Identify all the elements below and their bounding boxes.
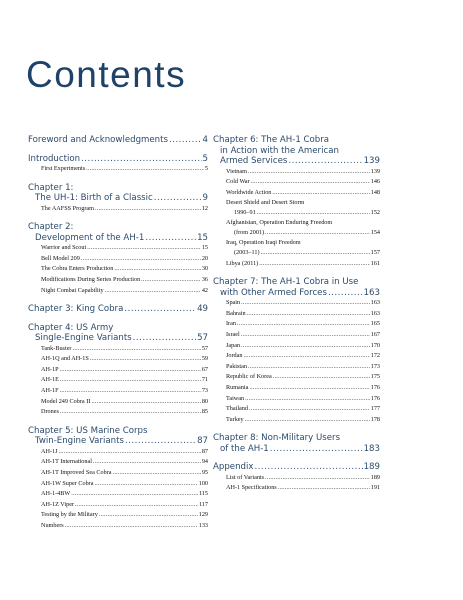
toc-entry-line xyxy=(226,188,380,199)
page-number: 5 xyxy=(204,165,208,172)
toc-section: Desert Shield and Desert Storm xyxy=(226,199,305,207)
toc-entry-line xyxy=(28,154,208,165)
dot-leader xyxy=(105,286,201,297)
entry-label: AH-1Z Viper xyxy=(41,500,75,508)
dot-leader xyxy=(244,351,370,362)
toc-entry-line xyxy=(41,344,208,355)
entry-label: Rumania xyxy=(226,383,249,391)
toc-section xyxy=(28,275,208,286)
entry-label: First Experiments xyxy=(41,165,86,172)
chapter-title-line: Chapter 6: The AH-1 Cobra xyxy=(213,135,330,145)
entry-label: (from 2001) xyxy=(234,228,265,236)
toc-entry-line xyxy=(41,365,208,376)
toc-entry-line xyxy=(41,164,208,175)
toc-entry-line xyxy=(41,264,208,275)
toc-section xyxy=(28,243,208,254)
toc-section xyxy=(28,164,208,175)
toc-entry-line xyxy=(213,156,380,167)
toc-entry-line xyxy=(226,362,380,373)
toc-entry-line xyxy=(226,404,380,415)
entry-label: Jordan xyxy=(226,352,243,360)
dot-leader xyxy=(328,288,363,299)
toc-entry-line xyxy=(234,228,380,239)
toc-section xyxy=(213,188,380,199)
chapter-title-line: Chapter 4: US Army xyxy=(28,322,114,333)
dot-leader xyxy=(71,489,198,500)
entry-label: Armed Services xyxy=(220,156,288,166)
dot-leader xyxy=(60,365,201,376)
toc-chapter xyxy=(213,433,380,454)
toc-entry-line xyxy=(41,354,208,365)
page-number: 57 xyxy=(201,344,208,352)
toc-section xyxy=(28,375,208,386)
entry-label: AH-1E xyxy=(41,376,59,384)
toc-chapter xyxy=(213,135,380,167)
toc-entry-line xyxy=(226,383,380,394)
toc-section-continued xyxy=(213,228,380,239)
page-number: 167 xyxy=(370,330,380,338)
dot-leader xyxy=(278,483,370,494)
entry-label: Libya (2011) xyxy=(226,259,259,267)
chapter-title-line: Chapter 7: The AH-1 Cobra in Use xyxy=(213,277,359,288)
dot-leader xyxy=(125,436,196,447)
page-number: 161 xyxy=(370,259,380,267)
page-number: 9 xyxy=(202,193,208,204)
entry-label: Iran xyxy=(226,320,236,328)
toc-section xyxy=(28,407,208,418)
toc-entry-line xyxy=(28,193,208,204)
entry-label: Turkey xyxy=(226,415,244,423)
toc-entry-line xyxy=(226,319,380,330)
toc-entry-line xyxy=(41,447,208,458)
page-number: 163 xyxy=(370,299,380,307)
toc-section xyxy=(213,362,380,373)
dot-leader xyxy=(133,333,196,344)
toc-entry-line xyxy=(234,208,380,219)
page-number: 20 xyxy=(201,254,208,262)
toc-entry-line xyxy=(226,341,380,352)
toc-section xyxy=(213,319,380,330)
entry-label: Israel xyxy=(226,330,240,338)
entry-label: AH-1W Super Cobra xyxy=(41,479,94,487)
chapter-title-line: Chapter 5: US Marine Corps xyxy=(28,425,148,436)
dot-leader xyxy=(251,177,370,188)
page-number: 94 xyxy=(201,458,208,466)
page-number: 170 xyxy=(370,341,380,349)
toc-chapter xyxy=(28,323,208,344)
toc-section: Iraq, Operation Iraqi Freedom xyxy=(226,239,301,247)
entry-label: AH-1T International xyxy=(41,458,92,466)
dot-leader xyxy=(93,457,201,468)
entry-label: AH-1P xyxy=(41,365,59,373)
toc-section: Afghanistan, Operation Enduring Freedom xyxy=(226,219,333,227)
entry-label: Tank-Buster xyxy=(41,344,72,352)
entry-label: Model 249 Cobra II xyxy=(41,397,91,405)
entry-label: Drones xyxy=(41,408,59,416)
entry-label: Spain xyxy=(226,299,241,307)
entry-label: Development of the AH-1 xyxy=(35,232,145,243)
toc-entry-line xyxy=(41,479,208,490)
toc-section xyxy=(28,397,208,408)
page-number: 175 xyxy=(370,373,380,381)
toc-entry-line xyxy=(41,510,208,521)
toc-chapter xyxy=(28,135,208,146)
dot-leader xyxy=(265,228,370,239)
page-number: 36 xyxy=(201,275,208,283)
page-number: 87 xyxy=(197,436,208,447)
toc-entry-line xyxy=(226,483,380,494)
entry-label: Republic of Korea xyxy=(226,373,272,381)
page-number: 67 xyxy=(201,365,208,373)
page-number: 5 xyxy=(202,153,208,164)
dot-leader xyxy=(154,193,202,204)
page-number: 139 xyxy=(363,156,380,166)
toc-entry-line xyxy=(213,288,380,299)
dot-leader xyxy=(257,208,370,219)
toc-entry-line xyxy=(28,304,208,315)
dot-leader xyxy=(261,248,370,259)
dot-leader xyxy=(99,510,198,521)
dot-leader xyxy=(114,264,200,275)
page-number: 189 xyxy=(363,462,380,473)
dot-leader xyxy=(259,259,369,270)
entry-label: Bahrain xyxy=(226,309,246,317)
dot-leader xyxy=(254,462,362,473)
page-number: 177 xyxy=(370,405,380,413)
entry-label: Twin-Engine Variants xyxy=(35,436,124,447)
page-number: 59 xyxy=(201,355,208,363)
entry-label: AH-1-4BW xyxy=(41,490,71,498)
dot-leader xyxy=(237,319,370,330)
toc-section xyxy=(28,510,208,521)
entry-label: AH-1J xyxy=(41,447,58,455)
entry-label: AH-1F xyxy=(41,387,59,395)
page-number: 42 xyxy=(201,286,208,294)
dot-leader xyxy=(124,304,196,315)
dot-leader xyxy=(273,372,370,383)
toc-chapter xyxy=(28,304,208,315)
entry-label: 1990–91 xyxy=(234,208,256,216)
entry-label: of the AH-1 xyxy=(220,443,269,454)
chapter-title-line: in Action with the American xyxy=(220,145,339,156)
toc-entry-line xyxy=(226,167,380,178)
toc-section xyxy=(213,483,380,494)
entry-label: Worldwide Action xyxy=(226,188,272,196)
dot-leader xyxy=(60,375,201,386)
toc-section xyxy=(213,259,380,270)
dot-leader xyxy=(87,243,201,254)
page-number: 95 xyxy=(201,469,208,476)
entry-label: Modifications During Series Production xyxy=(41,275,141,283)
page-number: 30 xyxy=(201,265,208,273)
toc-entry-line xyxy=(28,233,208,244)
page-number: 157 xyxy=(370,248,380,256)
toc-section-continued xyxy=(213,248,380,259)
entry-label: Taiwan xyxy=(226,394,245,402)
toc-entry-line xyxy=(28,436,208,447)
entry-label: AH-1Q and AH-1S xyxy=(41,355,89,363)
toc-section xyxy=(28,365,208,376)
page-number: 176 xyxy=(370,394,380,402)
toc-section xyxy=(28,500,208,511)
page-number: 165 xyxy=(370,320,380,328)
entry-label: Foreword and Acknowledgments xyxy=(28,135,168,145)
toc-section xyxy=(28,286,208,297)
toc-entry-line xyxy=(41,275,208,286)
dot-leader xyxy=(65,521,198,532)
dot-leader xyxy=(249,383,369,394)
toc-right-column xyxy=(213,135,380,494)
page-number: 183 xyxy=(363,443,380,454)
page-number: 87 xyxy=(201,447,208,455)
toc-section xyxy=(28,457,208,468)
toc-section xyxy=(213,167,380,178)
dot-leader xyxy=(270,444,363,455)
dot-leader xyxy=(245,415,370,426)
entry-label: Thailand xyxy=(226,405,248,413)
page-number: 49 xyxy=(197,304,208,315)
toc-entry-line xyxy=(41,254,208,265)
page-number: 178 xyxy=(370,415,380,423)
toc-entry-line xyxy=(41,500,208,511)
dot-leader xyxy=(247,309,370,320)
toc-left-column xyxy=(28,135,208,532)
dot-leader xyxy=(265,473,370,484)
dot-leader xyxy=(241,298,370,309)
toc-section xyxy=(28,447,208,458)
entry-label: Vietnam xyxy=(226,167,247,175)
page-number: 115 xyxy=(198,490,208,498)
toc-entry-line xyxy=(41,521,208,532)
dot-leader xyxy=(272,188,369,199)
page-number: 152 xyxy=(370,208,380,216)
dot-leader xyxy=(288,156,362,167)
toc-entry-line xyxy=(41,243,208,254)
toc-entry-line xyxy=(226,415,380,426)
toc-section-continued xyxy=(213,208,380,219)
dot-leader xyxy=(241,330,370,341)
page-number: 189 xyxy=(370,473,380,481)
dot-leader xyxy=(60,407,201,418)
toc-section xyxy=(213,351,380,362)
page-number: 80 xyxy=(201,397,208,405)
toc-section xyxy=(213,177,380,188)
toc-section xyxy=(213,298,380,309)
toc-entry-line xyxy=(41,375,208,386)
toc-entry-line xyxy=(41,489,208,500)
toc-chapter xyxy=(213,462,380,473)
toc-section xyxy=(213,330,380,341)
page-number: 191 xyxy=(370,484,380,492)
page-number: 163 xyxy=(370,309,380,317)
toc-entry-line xyxy=(41,407,208,418)
toc-entry-line xyxy=(226,330,380,341)
dot-leader xyxy=(90,354,201,365)
toc-section xyxy=(213,473,380,484)
dot-leader xyxy=(141,275,201,286)
toc-section xyxy=(28,489,208,500)
page-number: 163 xyxy=(363,287,380,298)
dot-leader xyxy=(145,233,196,244)
toc-entry-line xyxy=(226,177,380,188)
toc-section xyxy=(213,383,380,394)
page-number: 176 xyxy=(370,383,380,391)
dot-leader xyxy=(75,500,198,511)
dot-leader xyxy=(73,344,201,355)
entry-label: The AAFSS Program xyxy=(41,204,94,212)
page-number: 173 xyxy=(370,362,380,370)
entry-label: Numbers xyxy=(41,521,64,529)
page-number: 154 xyxy=(370,228,380,236)
dot-leader xyxy=(248,167,370,178)
page-number: 15 xyxy=(201,244,208,252)
entry-label: with Other Armed Forces xyxy=(220,287,327,298)
toc-chapter xyxy=(28,222,208,243)
toc-entry-line xyxy=(28,333,208,344)
entry-label: Chapter 3: King Cobra xyxy=(28,304,124,315)
entry-label: The UH-1: Birth of a Classic xyxy=(35,193,153,204)
toc-chapter xyxy=(28,426,208,447)
page-number: 129 xyxy=(198,511,208,519)
toc-entry-line xyxy=(226,473,380,484)
toc-entry-line xyxy=(41,457,208,468)
entry-label: Bell Model 209 xyxy=(41,254,80,262)
chapter-title-line: Chapter 8: Non-Military Users xyxy=(213,433,341,444)
page-number: 12 xyxy=(201,204,208,212)
toc-section xyxy=(28,354,208,365)
entry-label: AH-1 Specifications xyxy=(226,484,277,492)
page-number: 15 xyxy=(197,232,208,243)
toc-entry-line xyxy=(41,286,208,297)
entry-label: Warrior and Scout xyxy=(41,244,87,252)
toc-section xyxy=(28,204,208,215)
page-number: 133 xyxy=(198,521,208,529)
toc-section xyxy=(28,254,208,265)
dot-leader xyxy=(249,404,370,415)
page-number: 85 xyxy=(201,408,208,416)
toc-entry-line xyxy=(28,135,208,146)
chapter-title-line: Chapter 1: xyxy=(28,182,74,193)
toc-entry-line xyxy=(41,204,208,215)
page-number: 71 xyxy=(201,376,208,384)
page-number: 100 xyxy=(198,479,208,487)
dot-leader xyxy=(86,164,204,175)
toc-entry-line xyxy=(213,462,380,473)
entry-label: Testing by the Military xyxy=(41,511,98,519)
toc-section xyxy=(213,372,380,383)
entry-label: The Cobra Enters Production xyxy=(41,265,114,273)
dot-leader xyxy=(60,386,201,397)
toc-section xyxy=(213,341,380,352)
toc-entry-line xyxy=(226,372,380,383)
toc-section xyxy=(213,415,380,426)
entry-label: AH-1T Improved Sea Cobra xyxy=(41,469,112,476)
page-number: 172 xyxy=(370,352,380,360)
dot-leader xyxy=(113,468,201,479)
entry-label: Japan xyxy=(226,341,241,349)
entry-label: Appendix xyxy=(213,462,254,473)
page-number: 146 xyxy=(370,178,380,186)
toc-entry-line xyxy=(226,259,380,270)
toc-entry-line xyxy=(213,444,380,455)
dot-leader xyxy=(248,362,370,373)
toc-section xyxy=(213,404,380,415)
page-title: Contents xyxy=(26,54,187,95)
toc-chapter xyxy=(28,183,208,204)
dot-leader xyxy=(95,204,201,215)
entry-label: Single-Engine Variants xyxy=(35,333,132,344)
dot-leader xyxy=(81,254,201,265)
dot-leader xyxy=(59,447,201,458)
page-number: 148 xyxy=(370,188,380,196)
dot-leader xyxy=(245,394,370,405)
toc-entry-line xyxy=(41,386,208,397)
toc-entry-line xyxy=(226,394,380,405)
chapter-title-line: Chapter 2: xyxy=(28,222,74,233)
dot-leader xyxy=(81,154,201,165)
toc-section xyxy=(213,309,380,320)
page-number: 73 xyxy=(201,387,208,395)
entry-label: Introduction xyxy=(28,153,81,164)
dot-leader xyxy=(241,341,370,352)
page-number: 117 xyxy=(198,500,208,508)
entry-label: Night Combat Capability xyxy=(41,286,104,294)
toc-chapter xyxy=(213,277,380,298)
entry-label: List of Variants xyxy=(226,473,265,481)
entry-label: Cold War xyxy=(226,178,250,186)
toc-entry-line xyxy=(226,351,380,362)
toc-section xyxy=(213,394,380,405)
entry-label: Pakistan xyxy=(226,362,247,370)
page-number: 57 xyxy=(197,333,208,344)
entry-label: (2003–11) xyxy=(234,248,260,256)
page-number: 139 xyxy=(370,167,380,175)
dot-leader xyxy=(94,479,197,490)
dot-leader xyxy=(169,135,202,146)
toc-entry-line xyxy=(226,309,380,320)
toc-entry-line xyxy=(226,298,380,309)
toc-chapter xyxy=(28,154,208,165)
toc-section xyxy=(28,521,208,532)
dot-leader xyxy=(91,397,200,408)
toc-entry-line xyxy=(234,248,380,259)
toc-section xyxy=(28,386,208,397)
page-number: 4 xyxy=(202,135,208,145)
toc-entry-line xyxy=(41,397,208,408)
toc-entry-line xyxy=(41,468,208,479)
toc-section xyxy=(28,264,208,275)
toc-section xyxy=(28,344,208,355)
toc-section xyxy=(28,479,208,490)
toc-section xyxy=(28,468,208,479)
